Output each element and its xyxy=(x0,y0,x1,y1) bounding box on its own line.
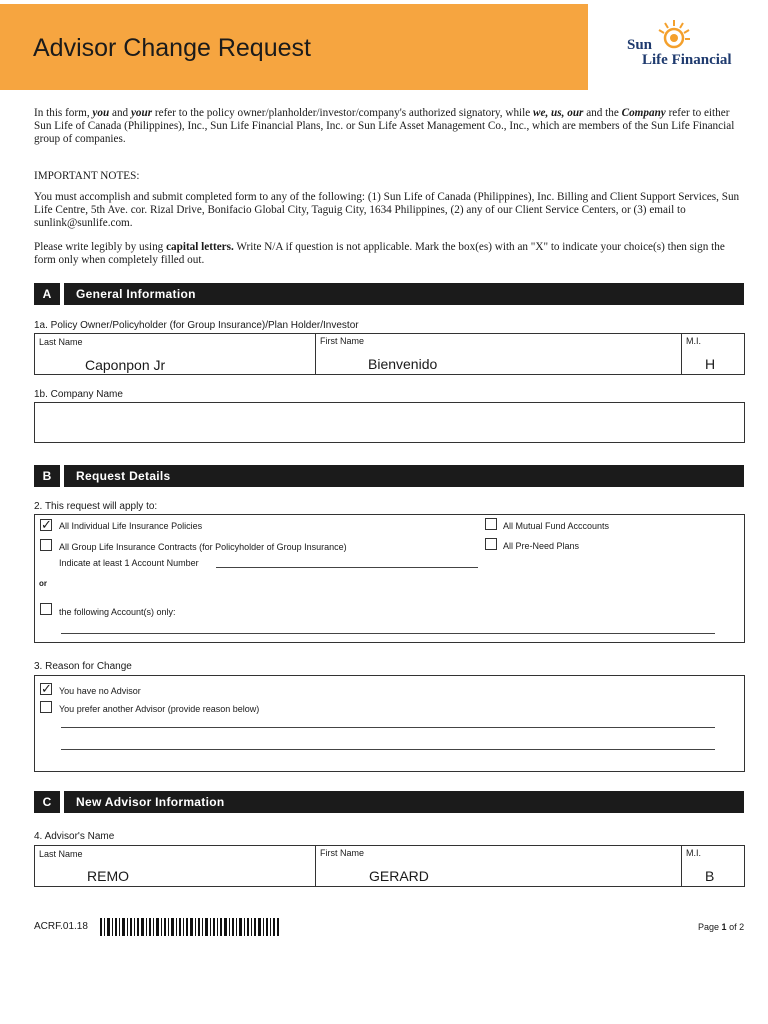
form-code: ACRF.01.18 xyxy=(34,921,88,932)
label-individual-policies: All Individual Life Insurance Policies xyxy=(59,521,203,531)
section-c-title: New Advisor Information xyxy=(76,795,225,809)
sun-logo-icon xyxy=(656,18,692,54)
owner-mi-label: M.I. xyxy=(686,336,701,346)
important-notes-heading: IMPORTANT NOTES: xyxy=(34,170,140,182)
advisor-mi-label: M.I. xyxy=(686,848,701,858)
section-c-letter: C xyxy=(34,791,64,813)
advisor-last-name-field[interactable]: REMO xyxy=(87,868,129,884)
q3-label: 3. Reason for Change xyxy=(34,661,132,672)
q1b-label: 1b. Company Name xyxy=(34,389,123,400)
logo-text-sun: Sun xyxy=(627,37,653,53)
or-label: or xyxy=(39,579,47,588)
q2-label: 2. This request will apply to: xyxy=(34,501,158,512)
writing-instructions: Please write legibly by using capital letters. Write N/A if question is not applicable. Mark the box(es) with an "X" to indicate your choice(s) then sign the form only when completely filled out. xyxy=(34,241,725,266)
section-b-letter: B xyxy=(34,465,64,487)
section-b-title: Request Details xyxy=(76,469,171,483)
checkbox-following-accounts[interactable] xyxy=(40,603,52,615)
following-accounts-field[interactable] xyxy=(61,633,715,634)
checkbox-individual-policies[interactable]: ✓ xyxy=(41,517,52,532)
advisor-mi-field[interactable]: B xyxy=(705,868,715,884)
reason-line-2[interactable] xyxy=(61,749,715,750)
section-c-header xyxy=(34,791,744,813)
checkbox-prefer-another[interactable] xyxy=(40,701,52,713)
label-prefer-another: You prefer another Advisor (provide reason below) xyxy=(59,704,260,714)
label-indicate-account: Indicate at least 1 Account Number xyxy=(59,558,199,568)
submission-instructions: You must accomplish and submit completed form to any of the following: (1) Sun Life of Canada (Philippines), Inc. Billing and Client Support Services, Sun Life Centre, 5th Ave. cor. Rizal Drive, Bonifacio Global City, Taguig City, 1634 Philippines, (2) any of our Client Service Centers, or (3) email to sunlink@sunlife.com. xyxy=(34,191,740,229)
advisor-first-name-label: First Name xyxy=(320,848,365,858)
label-group-contracts: All Group Life Insurance Contracts (for Policyholder of Group Insurance) xyxy=(59,542,347,552)
section-a-header xyxy=(34,283,744,305)
account-number-field[interactable] xyxy=(216,567,478,568)
q1a-label: 1a. Policy Owner/Policyholder (for Group Insurance)/Plan Holder/Investor xyxy=(34,320,359,331)
checkbox-mutual-funds[interactable] xyxy=(485,518,497,530)
checkbox-group-contracts[interactable] xyxy=(40,539,52,551)
section-a-letter: A xyxy=(34,283,64,305)
owner-first-name-label: First Name xyxy=(320,336,365,346)
label-no-advisor: You have no Advisor xyxy=(59,686,141,696)
label-following-accounts: the following Account(s) only: xyxy=(59,607,176,617)
q4-label: 4. Advisor's Name xyxy=(34,831,115,842)
owner-last-name-field[interactable]: Caponpon Jr xyxy=(85,357,166,373)
company-name-field[interactable] xyxy=(34,402,745,443)
section-a-title: General Information xyxy=(76,287,196,301)
label-mutual-funds: All Mutual Fund Acccounts xyxy=(503,521,610,531)
owner-mi-field[interactable]: H xyxy=(705,356,716,372)
advisor-first-name-field[interactable]: GERARD xyxy=(369,868,429,884)
owner-last-name-label: Last Name xyxy=(39,337,83,347)
advisor-name-table xyxy=(34,845,745,887)
page-indicator: Page 1 of 2 xyxy=(698,922,745,932)
reason-line-1[interactable] xyxy=(61,727,715,728)
checkbox-no-advisor[interactable]: ✓ xyxy=(41,681,52,696)
owner-name-table xyxy=(34,333,745,375)
form-title: Advisor Change Request xyxy=(33,34,311,62)
logo-text-life-financial: Life Financial xyxy=(642,52,732,68)
checkbox-preneed-plans[interactable] xyxy=(485,538,497,550)
label-preneed-plans: All Pre-Need Plans xyxy=(503,541,580,551)
advisor-last-name-label: Last Name xyxy=(39,849,83,859)
owner-first-name-field[interactable]: Bienvenido xyxy=(368,356,438,372)
barcode-icon xyxy=(100,918,280,936)
section-b-header xyxy=(34,465,744,487)
request-scope-box xyxy=(34,514,745,643)
intro-paragraph: In this form, you and your refer to the policy owner/planholder/investor/company's authorized signatory, while we, us, our and the Company refer to either Sun Life of Canada (Philippines), Inc., Sun Life Financial Plans, Inc. or Sun Life Asset Management Co., Inc., which are members of the Sun Life Financial group of companies. xyxy=(34,107,735,145)
